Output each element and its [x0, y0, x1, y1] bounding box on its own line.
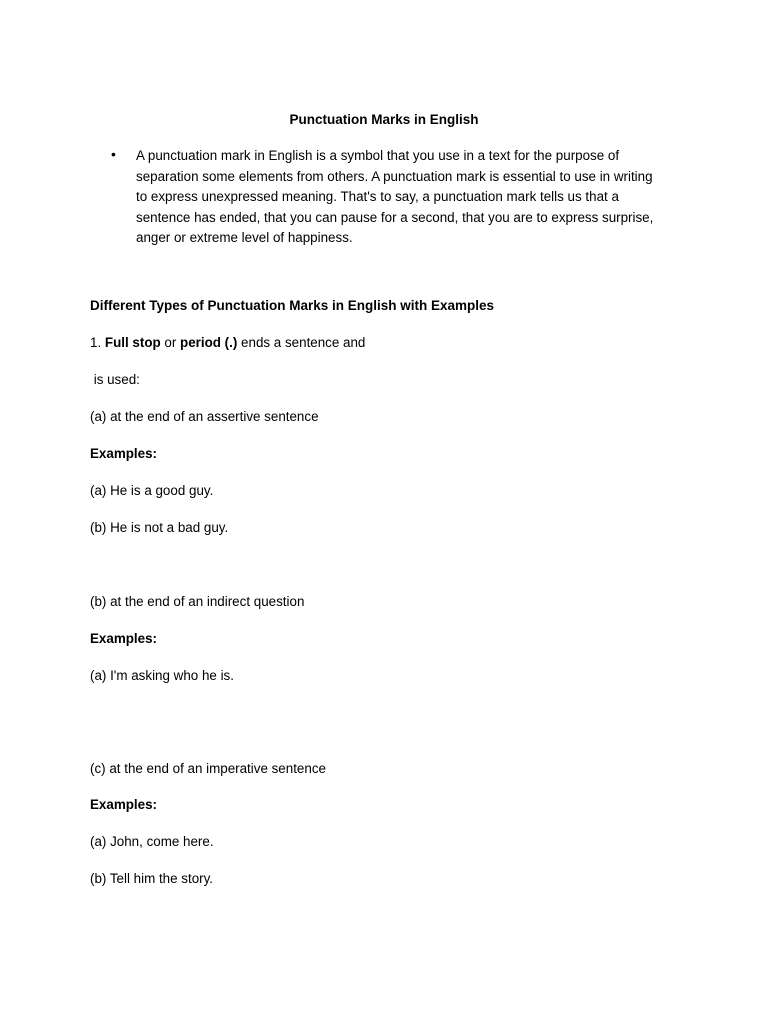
examples-label-c: Examples:	[90, 797, 157, 812]
item1-term-full-stop: Full stop	[104, 335, 161, 350]
example-b-1: (a) I'm asking who he is.	[90, 668, 234, 683]
document-title: Punctuation Marks in English	[289, 112, 479, 127]
intro-line: A punctuation mark in English is a symbol that you use in a text for the purpose of	[136, 148, 620, 163]
item1-rest: ends a sentence and	[237, 335, 366, 350]
bullet-marker: •	[111, 146, 116, 162]
use-c: (c) at the end of an imperative sentence	[90, 761, 326, 776]
item1-continuation: is used:	[90, 372, 140, 387]
intro-line: sentence has ended, that you can pause for a second, that you are to express surprise,	[136, 209, 654, 225]
item1-term-period: period (.)	[180, 335, 238, 350]
example-a-2: (b) He is not a bad guy.	[90, 520, 229, 535]
intro-line: anger or extreme level of happiness.	[136, 230, 353, 246]
intro-line: to express unexpressed meaning. That's to say, a punctuation mark tells us that a	[136, 189, 619, 205]
intro-line: separation some elements from others. A punctuation mark is essential to use in writing	[136, 168, 653, 184]
use-b: (b) at the end of an indirect question	[90, 594, 305, 609]
use-a: (a) at the end of an assertive sentence	[90, 409, 319, 424]
intro-paragraph	[136, 146, 681, 249]
item1-or: or	[160, 335, 181, 350]
item1-number: 1.	[90, 335, 105, 350]
examples-label-b: Examples:	[90, 631, 157, 646]
example-a-1: (a) He is a good guy.	[90, 483, 214, 498]
examples-label-a: Examples:	[90, 446, 157, 461]
item1-line	[90, 335, 365, 351]
example-c-1: (a) John, come here.	[90, 834, 214, 849]
section-heading: Different Types of Punctuation Marks in English with Examples	[90, 298, 495, 313]
example-c-2: (b) Tell him the story.	[90, 871, 214, 886]
